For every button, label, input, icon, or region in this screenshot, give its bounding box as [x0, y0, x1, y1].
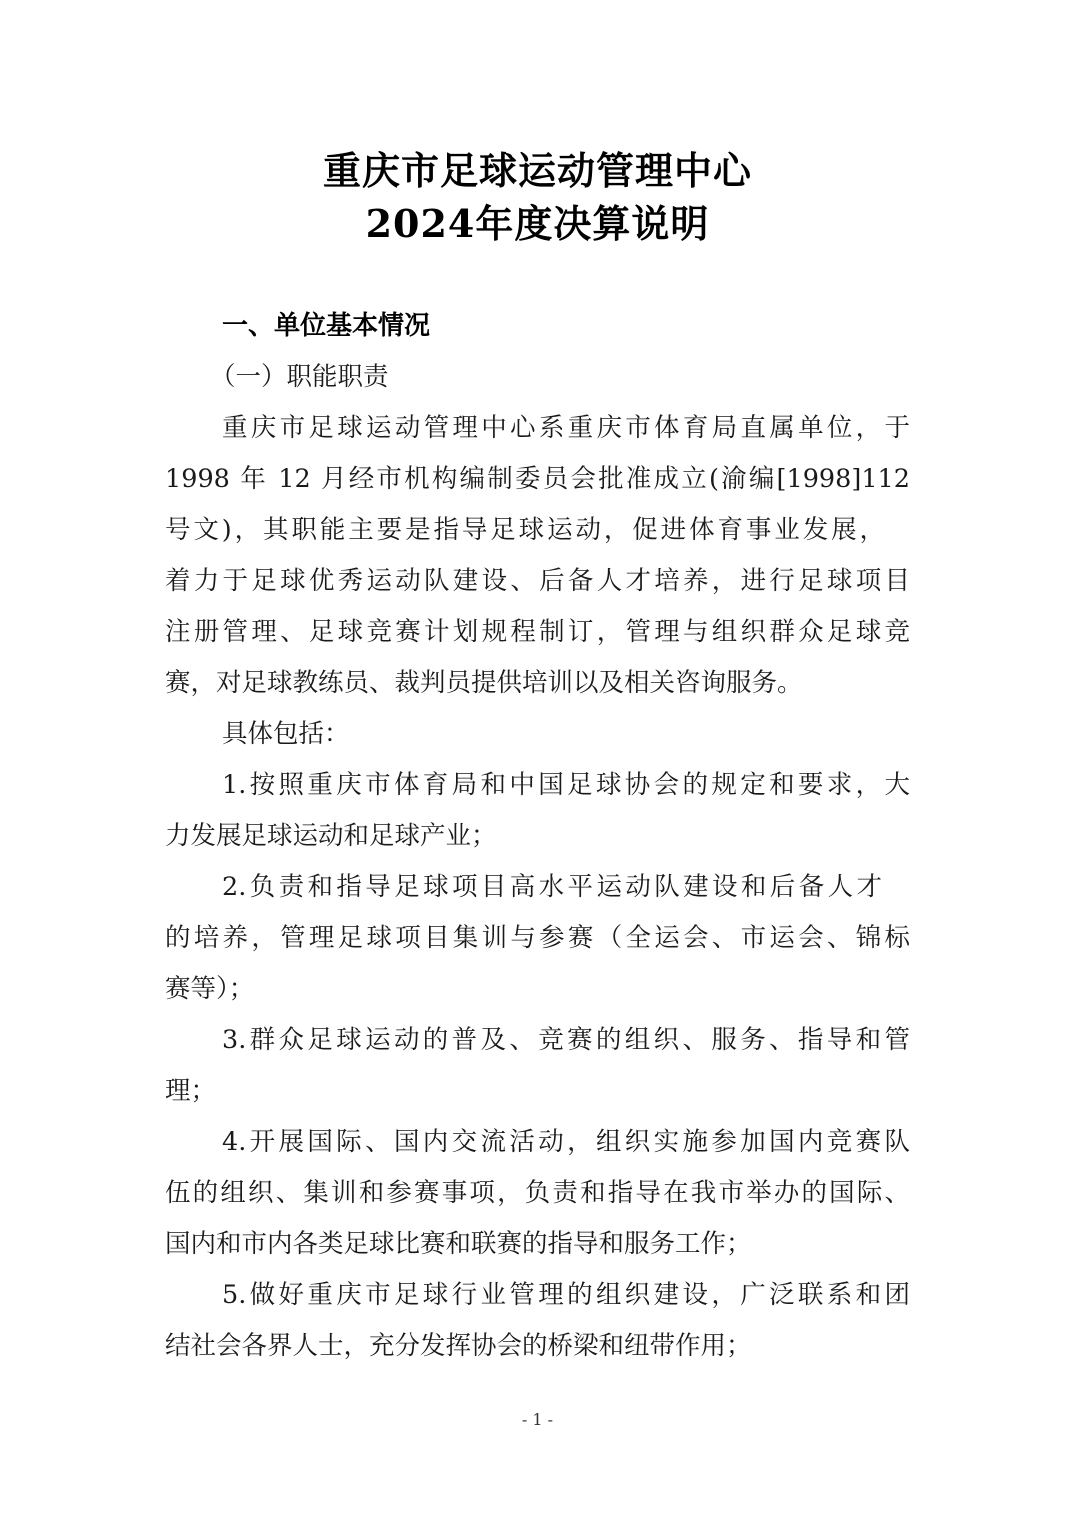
- paragraph-line: 赛，对足球教练员、裁判员提供培训以及相关咨询服务。: [165, 668, 803, 698]
- includes-label: 具体包括：: [222, 719, 350, 749]
- list-item-line: 5.做好重庆市足球行业管理的组织建设，广泛联系和团: [222, 1280, 910, 1310]
- paragraph-line: 号文)，其职能主要是指导足球运动，促进体育事业发展，: [165, 515, 885, 545]
- page-number: - 1 -: [521, 1410, 554, 1429]
- list-item-line: 赛等）；: [165, 974, 255, 1004]
- paragraph-line: 1998 年 12 月经市机构编制委员会批准成立(渝编[1998]112: [165, 464, 910, 494]
- list-item-line: 伍的组织、集训和参赛事项，负责和指导在我市举办的国际、: [165, 1178, 910, 1208]
- list-item-line: 理；: [165, 1076, 217, 1106]
- list-item-line: 国内和市内各类足球比赛和联赛的指导和服务工作；: [165, 1229, 752, 1259]
- list-item-line: 结社会各界人士，充分发挥协会的桥梁和纽带作用；: [165, 1331, 752, 1361]
- list-item-line: 4.开展国际、国内交流活动，组织实施参加国内竞赛队: [222, 1127, 910, 1157]
- subsection-heading: （一）职能职责: [210, 362, 389, 392]
- section-heading: 一、单位基本情况: [222, 311, 431, 341]
- list-item-line: 力发展足球运动和足球产业；: [165, 821, 497, 851]
- document-title-line1: 重庆市足球运动管理中心: [322, 148, 752, 193]
- paragraph-line: 注册管理、足球竞赛计划规程制订，管理与组织群众足球竞: [165, 617, 910, 647]
- list-item-line: 2.负责和指导足球项目高水平运动队建设和后备人才: [222, 872, 882, 902]
- paragraph-line: 重庆市足球运动管理中心系重庆市体育局直属单位，于: [222, 413, 910, 443]
- paragraph-line: 着力于足球优秀运动队建设、后备人才培养，进行足球项目: [165, 566, 910, 596]
- document-title-line2: 2024年度决算说明: [365, 201, 710, 246]
- list-item-line: 1.按照重庆市体育局和中国足球协会的规定和要求，大: [222, 770, 910, 800]
- list-item-line: 的培养，管理足球项目集训与参赛（全运会、市运会、锦标: [165, 923, 910, 953]
- list-item-line: 3.群众足球运动的普及、竞赛的组织、服务、指导和管: [222, 1025, 910, 1055]
